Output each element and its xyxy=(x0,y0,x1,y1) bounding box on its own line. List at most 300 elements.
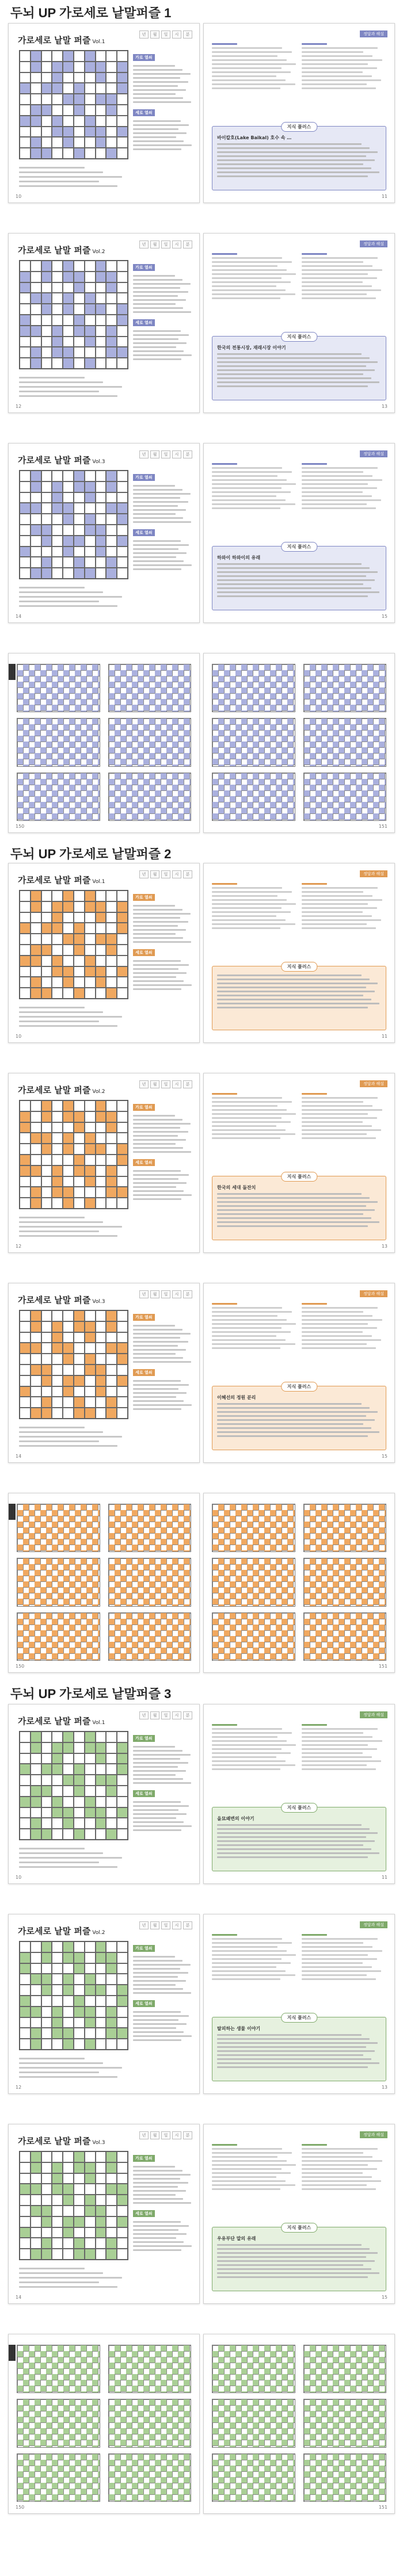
blank-cell[interactable] xyxy=(117,546,128,557)
blank-cell[interactable] xyxy=(106,1985,117,1996)
blank-cell[interactable] xyxy=(31,2227,41,2238)
date-field[interactable]: 년 xyxy=(139,30,149,39)
blank-cell[interactable] xyxy=(106,1807,117,1818)
blank-cell[interactable] xyxy=(31,1100,41,1111)
date-field[interactable]: 월 xyxy=(150,1921,159,1929)
blank-cell[interactable] xyxy=(52,105,63,116)
blank-cell[interactable] xyxy=(96,2249,107,2260)
blank-cell[interactable] xyxy=(74,1144,85,1155)
blank-cell[interactable] xyxy=(63,2173,74,2184)
blank-cell[interactable] xyxy=(63,2017,74,2028)
blank-cell[interactable] xyxy=(20,1786,31,1797)
blank-cell[interactable] xyxy=(41,977,52,988)
blank-cell[interactable] xyxy=(31,1111,41,1122)
blank-cell[interactable] xyxy=(85,988,96,999)
blank-cell[interactable] xyxy=(63,1797,74,1807)
blank-cell[interactable] xyxy=(20,568,31,579)
blank-cell[interactable] xyxy=(31,127,41,137)
blank-cell[interactable] xyxy=(20,471,31,481)
blank-cell[interactable] xyxy=(117,337,128,347)
blank-cell[interactable] xyxy=(96,503,107,514)
blank-cell[interactable] xyxy=(52,1144,63,1155)
blank-cell[interactable] xyxy=(31,304,41,315)
blank-cell[interactable] xyxy=(20,51,31,62)
blank-cell[interactable] xyxy=(20,1187,31,1198)
blank-cell[interactable] xyxy=(20,358,31,369)
blank-cell[interactable] xyxy=(85,934,96,945)
blank-cell[interactable] xyxy=(96,148,107,159)
date-field[interactable]: 분 xyxy=(183,1080,192,1088)
date-field[interactable]: 분 xyxy=(183,1711,192,1719)
blank-cell[interactable] xyxy=(63,72,74,83)
blank-cell[interactable] xyxy=(63,315,74,326)
blank-cell[interactable] xyxy=(85,1775,96,1786)
blank-cell[interactable] xyxy=(20,1310,31,1321)
blank-cell[interactable] xyxy=(41,2006,52,2017)
blank-cell[interactable] xyxy=(63,923,74,934)
blank-cell[interactable] xyxy=(117,2173,128,2184)
date-field[interactable]: 시 xyxy=(172,1290,181,1298)
blank-cell[interactable] xyxy=(41,2195,52,2206)
blank-cell[interactable] xyxy=(20,901,31,912)
blank-cell[interactable] xyxy=(106,1332,117,1343)
blank-cell[interactable] xyxy=(20,1133,31,1144)
blank-cell[interactable] xyxy=(117,1797,128,1807)
blank-cell[interactable] xyxy=(85,1764,96,1775)
blank-cell[interactable] xyxy=(106,127,117,137)
blank-cell[interactable] xyxy=(74,1753,85,1764)
blank-cell[interactable] xyxy=(52,1732,63,1742)
blank-cell[interactable] xyxy=(63,568,74,579)
blank-cell[interactable] xyxy=(41,1310,52,1321)
date-field[interactable]: 년 xyxy=(139,1711,149,1719)
blank-cell[interactable] xyxy=(41,1775,52,1786)
blank-cell[interactable] xyxy=(41,2162,52,2173)
blank-cell[interactable] xyxy=(117,1100,128,1111)
blank-cell[interactable] xyxy=(117,1786,128,1797)
blank-cell[interactable] xyxy=(96,2039,107,2050)
blank-cell[interactable] xyxy=(20,934,31,945)
blank-cell[interactable] xyxy=(41,1198,52,1209)
blank-cell[interactable] xyxy=(20,2238,31,2249)
date-field[interactable]: 월 xyxy=(150,870,159,878)
blank-cell[interactable] xyxy=(63,2249,74,2260)
blank-cell[interactable] xyxy=(52,304,63,315)
blank-cell[interactable] xyxy=(20,1775,31,1786)
blank-cell[interactable] xyxy=(52,2039,63,2050)
blank-cell[interactable] xyxy=(96,1996,107,2006)
blank-cell[interactable] xyxy=(106,1764,117,1775)
blank-cell[interactable] xyxy=(20,347,31,358)
blank-cell[interactable] xyxy=(96,1786,107,1797)
date-field[interactable]: 분 xyxy=(183,1921,192,1929)
date-field[interactable]: 월 xyxy=(150,240,159,249)
blank-cell[interactable] xyxy=(20,1742,31,1753)
blank-cell[interactable] xyxy=(74,261,85,272)
blank-cell[interactable] xyxy=(85,315,96,326)
blank-cell[interactable] xyxy=(106,2227,117,2238)
blank-cell[interactable] xyxy=(74,2017,85,2028)
blank-cell[interactable] xyxy=(20,1941,31,1952)
blank-cell[interactable] xyxy=(85,1963,96,1974)
blank-cell[interactable] xyxy=(63,1321,74,1332)
date-field[interactable]: 년 xyxy=(139,2131,149,2139)
blank-cell[interactable] xyxy=(20,1321,31,1332)
blank-cell[interactable] xyxy=(117,51,128,62)
blank-cell[interactable] xyxy=(52,2238,63,2249)
blank-cell[interactable] xyxy=(52,1775,63,1786)
blank-cell[interactable] xyxy=(85,977,96,988)
blank-cell[interactable] xyxy=(52,137,63,148)
blank-cell[interactable] xyxy=(117,2151,128,2162)
blank-cell[interactable] xyxy=(63,326,74,337)
blank-cell[interactable] xyxy=(106,1742,117,1753)
blank-cell[interactable] xyxy=(20,1397,31,1408)
blank-cell[interactable] xyxy=(41,1732,52,1742)
blank-cell[interactable] xyxy=(63,956,74,966)
blank-cell[interactable] xyxy=(74,2227,85,2238)
blank-cell[interactable] xyxy=(41,127,52,137)
blank-cell[interactable] xyxy=(20,94,31,105)
blank-cell[interactable] xyxy=(85,2216,96,2227)
blank-cell[interactable] xyxy=(20,890,31,901)
blank-cell[interactable] xyxy=(85,1343,96,1354)
blank-cell[interactable] xyxy=(41,1343,52,1354)
blank-cell[interactable] xyxy=(106,966,117,977)
blank-cell[interactable] xyxy=(117,557,128,568)
blank-cell[interactable] xyxy=(52,977,63,988)
blank-cell[interactable] xyxy=(85,471,96,481)
blank-cell[interactable] xyxy=(41,1155,52,1165)
blank-cell[interactable] xyxy=(31,1386,41,1397)
blank-cell[interactable] xyxy=(63,1365,74,1375)
blank-cell[interactable] xyxy=(74,525,85,536)
blank-cell[interactable] xyxy=(74,116,85,127)
blank-cell[interactable] xyxy=(20,977,31,988)
date-field[interactable]: 일 xyxy=(161,870,170,878)
blank-cell[interactable] xyxy=(41,492,52,503)
blank-cell[interactable] xyxy=(106,1144,117,1155)
blank-cell[interactable] xyxy=(96,83,107,94)
blank-cell[interactable] xyxy=(74,503,85,514)
blank-cell[interactable] xyxy=(74,1198,85,1209)
blank-cell[interactable] xyxy=(20,1176,31,1187)
blank-cell[interactable] xyxy=(117,282,128,293)
blank-cell[interactable] xyxy=(41,1386,52,1397)
blank-cell[interactable] xyxy=(52,51,63,62)
blank-cell[interactable] xyxy=(74,912,85,923)
blank-cell[interactable] xyxy=(74,1354,85,1365)
blank-cell[interactable] xyxy=(96,1332,107,1343)
blank-cell[interactable] xyxy=(41,1165,52,1176)
blank-cell[interactable] xyxy=(85,503,96,514)
blank-cell[interactable] xyxy=(63,471,74,481)
blank-cell[interactable] xyxy=(106,514,117,525)
blank-cell[interactable] xyxy=(106,1100,117,1111)
blank-cell[interactable] xyxy=(31,1807,41,1818)
blank-cell[interactable] xyxy=(52,1996,63,2006)
date-field[interactable]: 시 xyxy=(172,1080,181,1088)
blank-cell[interactable] xyxy=(31,1354,41,1365)
blank-cell[interactable] xyxy=(117,94,128,105)
blank-cell[interactable] xyxy=(52,2249,63,2260)
blank-cell[interactable] xyxy=(74,51,85,62)
date-field[interactable]: 분 xyxy=(183,1290,192,1298)
blank-cell[interactable] xyxy=(106,83,117,94)
blank-cell[interactable] xyxy=(96,2006,107,2017)
blank-cell[interactable] xyxy=(117,358,128,369)
blank-cell[interactable] xyxy=(106,912,117,923)
blank-cell[interactable] xyxy=(85,2151,96,2162)
blank-cell[interactable] xyxy=(85,272,96,282)
blank-cell[interactable] xyxy=(52,1133,63,1144)
blank-cell[interactable] xyxy=(63,1408,74,1419)
blank-cell[interactable] xyxy=(117,293,128,304)
blank-cell[interactable] xyxy=(117,1365,128,1375)
blank-cell[interactable] xyxy=(85,912,96,923)
blank-cell[interactable] xyxy=(74,1187,85,1198)
blank-cell[interactable] xyxy=(63,1764,74,1775)
blank-cell[interactable] xyxy=(117,116,128,127)
blank-cell[interactable] xyxy=(20,1375,31,1386)
blank-cell[interactable] xyxy=(74,901,85,912)
date-field[interactable]: 일 xyxy=(161,1711,170,1719)
blank-cell[interactable] xyxy=(41,1176,52,1187)
blank-cell[interactable] xyxy=(52,1365,63,1375)
blank-cell[interactable] xyxy=(117,1133,128,1144)
blank-cell[interactable] xyxy=(41,1753,52,1764)
date-field[interactable]: 분 xyxy=(183,2131,192,2139)
blank-cell[interactable] xyxy=(31,94,41,105)
blank-cell[interactable] xyxy=(20,2151,31,2162)
blank-cell[interactable] xyxy=(117,1775,128,1786)
blank-cell[interactable] xyxy=(20,2249,31,2260)
blank-cell[interactable] xyxy=(20,1354,31,1365)
blank-cell[interactable] xyxy=(96,1974,107,1985)
blank-cell[interactable] xyxy=(52,1122,63,1133)
date-field[interactable]: 분 xyxy=(183,450,192,458)
date-field[interactable]: 일 xyxy=(161,1080,170,1088)
blank-cell[interactable] xyxy=(106,304,117,315)
blank-cell[interactable] xyxy=(96,945,107,956)
blank-cell[interactable] xyxy=(96,1176,107,1187)
blank-cell[interactable] xyxy=(96,2238,107,2249)
blank-cell[interactable] xyxy=(63,337,74,347)
blank-cell[interactable] xyxy=(74,137,85,148)
blank-cell[interactable] xyxy=(106,1354,117,1365)
blank-cell[interactable] xyxy=(41,72,52,83)
blank-cell[interactable] xyxy=(63,557,74,568)
blank-cell[interactable] xyxy=(31,2195,41,2206)
blank-cell[interactable] xyxy=(106,977,117,988)
blank-cell[interactable] xyxy=(52,1408,63,1419)
blank-cell[interactable] xyxy=(74,358,85,369)
blank-cell[interactable] xyxy=(41,2039,52,2050)
blank-cell[interactable] xyxy=(96,1732,107,1742)
blank-cell[interactable] xyxy=(96,471,107,481)
blank-cell[interactable] xyxy=(96,2184,107,2195)
blank-cell[interactable] xyxy=(106,1996,117,2006)
blank-cell[interactable] xyxy=(31,492,41,503)
blank-cell[interactable] xyxy=(31,546,41,557)
blank-cell[interactable] xyxy=(74,1732,85,1742)
blank-cell[interactable] xyxy=(63,2162,74,2173)
blank-cell[interactable] xyxy=(74,1818,85,1829)
blank-cell[interactable] xyxy=(106,923,117,934)
blank-cell[interactable] xyxy=(117,148,128,159)
blank-cell[interactable] xyxy=(117,1397,128,1408)
blank-cell[interactable] xyxy=(106,293,117,304)
blank-cell[interactable] xyxy=(52,945,63,956)
blank-cell[interactable] xyxy=(52,2195,63,2206)
blank-cell[interactable] xyxy=(41,471,52,481)
blank-cell[interactable] xyxy=(20,2173,31,2184)
blank-cell[interactable] xyxy=(117,326,128,337)
blank-cell[interactable] xyxy=(74,1133,85,1144)
blank-cell[interactable] xyxy=(106,1974,117,1985)
blank-cell[interactable] xyxy=(74,1985,85,1996)
blank-cell[interactable] xyxy=(117,2006,128,2017)
blank-cell[interactable] xyxy=(74,337,85,347)
date-field[interactable]: 시 xyxy=(172,870,181,878)
blank-cell[interactable] xyxy=(52,890,63,901)
blank-cell[interactable] xyxy=(85,261,96,272)
blank-cell[interactable] xyxy=(96,116,107,127)
date-field[interactable]: 월 xyxy=(150,2131,159,2139)
blank-cell[interactable] xyxy=(52,2151,63,2162)
blank-cell[interactable] xyxy=(41,901,52,912)
blank-cell[interactable] xyxy=(52,1100,63,1111)
blank-cell[interactable] xyxy=(85,536,96,546)
blank-cell[interactable] xyxy=(117,890,128,901)
date-field[interactable]: 년 xyxy=(139,1080,149,1088)
blank-cell[interactable] xyxy=(85,557,96,568)
date-field[interactable]: 년 xyxy=(139,1290,149,1298)
blank-cell[interactable] xyxy=(41,912,52,923)
blank-cell[interactable] xyxy=(96,1397,107,1408)
blank-cell[interactable] xyxy=(20,525,31,536)
blank-cell[interactable] xyxy=(117,1732,128,1742)
blank-cell[interactable] xyxy=(85,137,96,148)
blank-cell[interactable] xyxy=(96,1155,107,1165)
blank-cell[interactable] xyxy=(74,127,85,137)
date-field[interactable]: 월 xyxy=(150,1290,159,1298)
blank-cell[interactable] xyxy=(96,1764,107,1775)
blank-cell[interactable] xyxy=(85,347,96,358)
blank-cell[interactable] xyxy=(96,568,107,579)
blank-cell[interactable] xyxy=(52,2206,63,2216)
blank-cell[interactable] xyxy=(117,1332,128,1343)
blank-cell[interactable] xyxy=(52,1354,63,1365)
blank-cell[interactable] xyxy=(85,72,96,83)
blank-cell[interactable] xyxy=(106,525,117,536)
blank-cell[interactable] xyxy=(31,1176,41,1187)
blank-cell[interactable] xyxy=(117,261,128,272)
blank-cell[interactable] xyxy=(106,1155,117,1165)
blank-cell[interactable] xyxy=(52,557,63,568)
blank-cell[interactable] xyxy=(117,568,128,579)
blank-cell[interactable] xyxy=(52,988,63,999)
blank-cell[interactable] xyxy=(74,347,85,358)
blank-cell[interactable] xyxy=(63,481,74,492)
blank-cell[interactable] xyxy=(96,2017,107,2028)
blank-cell[interactable] xyxy=(117,1111,128,1122)
blank-cell[interactable] xyxy=(117,2206,128,2216)
blank-cell[interactable] xyxy=(52,358,63,369)
blank-cell[interactable] xyxy=(106,51,117,62)
blank-cell[interactable] xyxy=(41,1797,52,1807)
blank-cell[interactable] xyxy=(31,315,41,326)
blank-cell[interactable] xyxy=(117,2017,128,2028)
blank-cell[interactable] xyxy=(74,514,85,525)
blank-cell[interactable] xyxy=(85,2227,96,2238)
blank-cell[interactable] xyxy=(117,1122,128,1133)
blank-cell[interactable] xyxy=(20,1818,31,1829)
blank-cell[interactable] xyxy=(20,1408,31,1419)
date-field[interactable]: 시 xyxy=(172,450,181,458)
blank-cell[interactable] xyxy=(106,315,117,326)
blank-cell[interactable] xyxy=(96,1408,107,1419)
blank-cell[interactable] xyxy=(106,2216,117,2227)
blank-cell[interactable] xyxy=(20,492,31,503)
blank-cell[interactable] xyxy=(52,148,63,159)
blank-cell[interactable] xyxy=(41,514,52,525)
date-field[interactable]: 분 xyxy=(183,30,192,39)
blank-cell[interactable] xyxy=(85,105,96,116)
blank-cell[interactable] xyxy=(117,1829,128,1840)
blank-cell[interactable] xyxy=(20,261,31,272)
blank-cell[interactable] xyxy=(117,1176,128,1187)
blank-cell[interactable] xyxy=(96,1310,107,1321)
blank-cell[interactable] xyxy=(74,966,85,977)
blank-cell[interactable] xyxy=(106,62,117,72)
blank-cell[interactable] xyxy=(41,2227,52,2238)
blank-cell[interactable] xyxy=(96,1354,107,1365)
blank-cell[interactable] xyxy=(85,1100,96,1111)
blank-cell[interactable] xyxy=(63,2006,74,2017)
blank-cell[interactable] xyxy=(106,137,117,148)
blank-cell[interactable] xyxy=(74,977,85,988)
blank-cell[interactable] xyxy=(63,1332,74,1343)
blank-cell[interactable] xyxy=(63,1310,74,1321)
blank-cell[interactable] xyxy=(20,2017,31,2028)
blank-cell[interactable] xyxy=(74,2206,85,2216)
blank-cell[interactable] xyxy=(117,471,128,481)
blank-cell[interactable] xyxy=(31,1996,41,2006)
date-field[interactable]: 시 xyxy=(172,240,181,249)
blank-cell[interactable] xyxy=(85,1753,96,1764)
blank-cell[interactable] xyxy=(52,2227,63,2238)
blank-cell[interactable] xyxy=(85,1952,96,1963)
blank-cell[interactable] xyxy=(20,1100,31,1111)
blank-cell[interactable] xyxy=(20,62,31,72)
blank-cell[interactable] xyxy=(31,1775,41,1786)
blank-cell[interactable] xyxy=(74,1176,85,1187)
blank-cell[interactable] xyxy=(31,83,41,94)
blank-cell[interactable] xyxy=(41,326,52,337)
blank-cell[interactable] xyxy=(63,282,74,293)
date-field[interactable]: 년 xyxy=(139,450,149,458)
blank-cell[interactable] xyxy=(52,1155,63,1165)
blank-cell[interactable] xyxy=(96,326,107,337)
blank-cell[interactable] xyxy=(31,923,41,934)
blank-cell[interactable] xyxy=(63,1963,74,1974)
blank-cell[interactable] xyxy=(96,51,107,62)
blank-cell[interactable] xyxy=(106,2195,117,2206)
blank-cell[interactable] xyxy=(52,2216,63,2227)
blank-cell[interactable] xyxy=(41,2028,52,2039)
blank-cell[interactable] xyxy=(63,105,74,116)
